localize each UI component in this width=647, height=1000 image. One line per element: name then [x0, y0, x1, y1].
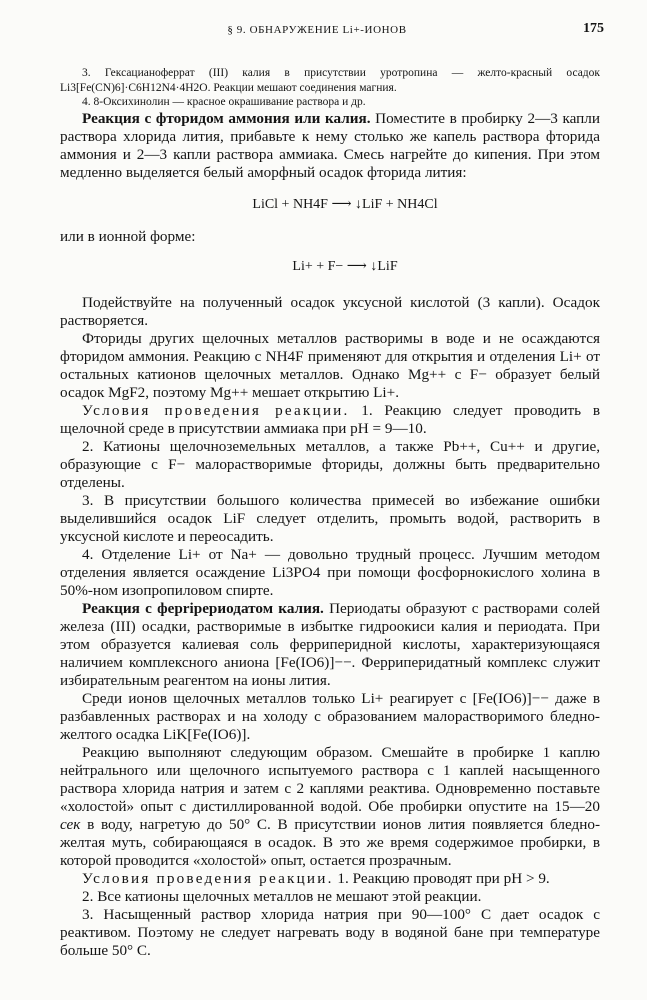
heading-fluoride: Реакция с фторидом аммония или калия. — [82, 110, 371, 127]
equation-molecular: LiCl + NH4F ⟶ ↓LiF + NH4Cl — [252, 197, 438, 212]
conditions-label-2: Условия проведения реакции. — [82, 870, 334, 887]
text-fluoride-procedure: Поместите в пробирку 2—3 капли раствора хлорида лития, прибавьте к нему столько же капель раствора фторида аммония и 2—3 капли раствора аммиака. Смесь нагрейте до кипения. При этом медленно выделяется белый аморфный осадок фторида лития: — [60, 110, 601, 181]
condition-2-2: 2. Все катионы щелочных металлов не мешают этой реакции. — [82, 888, 482, 905]
note-3: 3. Гексацианоферрат (III) калия в присутствии уротропина — желто-красный осадок Li3[Fe(CN)6]·C6H12N4·4H2O. Реакции мешают соединения магния. — [60, 67, 600, 94]
paragraph-periodate — [60, 600, 600, 690]
procedure-part-2: в воду, нагретую до 50° С. В присутствии ионов лития появляется бледно-желтая муть, собирающаяся в осадок. В это же время содержимое пробирки, в которой проводится «холостой» опыт, остается прозрачным. — [60, 816, 601, 869]
condition-1-4: 4. Отделение Li+ от Na+ — довольно трудный процесс. Лучшим методом отделения является осаждение Li3PO4 при помощи фосфорнокислого холина в 50%-ном изопропиловом спирте. — [60, 546, 600, 599]
conditions-label: Условия проведения реакции. — [82, 402, 350, 419]
ionic-form-label: или в ионной форме: — [60, 228, 196, 245]
condition-1-1: 1. Реакцию следует проводить в щелочной среде в присутствии аммиака при pH = 9—10. — [60, 402, 600, 437]
paragraph-procedure — [60, 744, 600, 870]
paragraph-other-fluorides: Фториды других щелочных металлов растворимы в воде и не осаждаются фторидом аммония. Реакцию с NH4F применяют для открытия и отделения Li+ от остальных катионов щелочных металлов. Однако Mg++ с F− образует белый осадок MgF2, поэтому Mg++ мешает открытию Li+. — [60, 330, 600, 401]
main-text — [60, 110, 600, 960]
paragraph-fluoride — [60, 110, 600, 182]
page-number: 175 — [583, 21, 604, 36]
running-header — [30, 20, 604, 40]
section-title: § 9. ОБНАРУЖЕНИЕ Li+-ИОНОВ — [227, 24, 407, 36]
text-periodate: Периодаты образуют с растворами солей железа (III) осадки, растворимые в избытке гидроокиси калия и периодата. При этом образуется калиевая соль ферриперидной кислоты, характеризующаяся наличием комплексного аниона [Fe(IO6)]−−. Ферриперидатный комплекс служит избирательным реагентом на ионы лития. — [60, 600, 600, 689]
procedure-unit: сек — [60, 816, 81, 833]
condition-2-3: 3. Насыщенный раствор хлорида натрия при 90—100° С дает осадок с реактивом. Поэтому не следует нагревать воду в водяной бане при температуре больше 50° С. — [60, 906, 600, 959]
condition-1-3: 3. В присутствии большого количества примесей во избежание ошибки выделившийся осадок LiF следует отделить, промыть водой, растворить в уксусной кислоте и переосадить. — [60, 492, 600, 545]
condition-2-1: 1. Реакцию проводят при pH > 9. — [337, 870, 550, 887]
conditions-1 — [60, 402, 600, 438]
paragraph-selectivity: Среди ионов щелочных металлов только Li+ реагирует с [Fe(IO6)]−− даже в разбавленных растворах и на холоду с образованием малорастворимого бледно-желтого осадка LiK[Fe(IO6)]. — [60, 690, 600, 743]
equation-ionic: Li+ + F− ⟶ ↓LiF — [292, 259, 398, 274]
conditions-2 — [60, 870, 600, 888]
condition-1-2: 2. Катионы щелочноземельных металлов, а также Pb++, Cu++ и другие, образующие с F− малорастворимые фториды, должны быть предварительно отделены. — [60, 438, 600, 491]
procedure-part-1: Реакцию выполняют следующим образом. Смешайте в пробирке 1 каплю нейтрального или щелочного испытуемого раствора с 1 каплей насыщенного раствора хлорида натрия и затем с 2 каплями реактива. Одновременно поставьте «холостой» опыт с дистиллированной водой. Обе пробирки опустите на 15—20 — [60, 744, 600, 815]
footnotes — [60, 66, 600, 110]
note-4: 4. 8-Оксихинолин — красное окрашивание раствора и др. — [82, 96, 366, 108]
paragraph-acetic: Подействуйте на полученный осадок уксусной кислотой (3 капли). Осадок растворяется. — [60, 294, 600, 329]
heading-periodate: Реакция с ферripериодатом калия. — [82, 600, 324, 617]
